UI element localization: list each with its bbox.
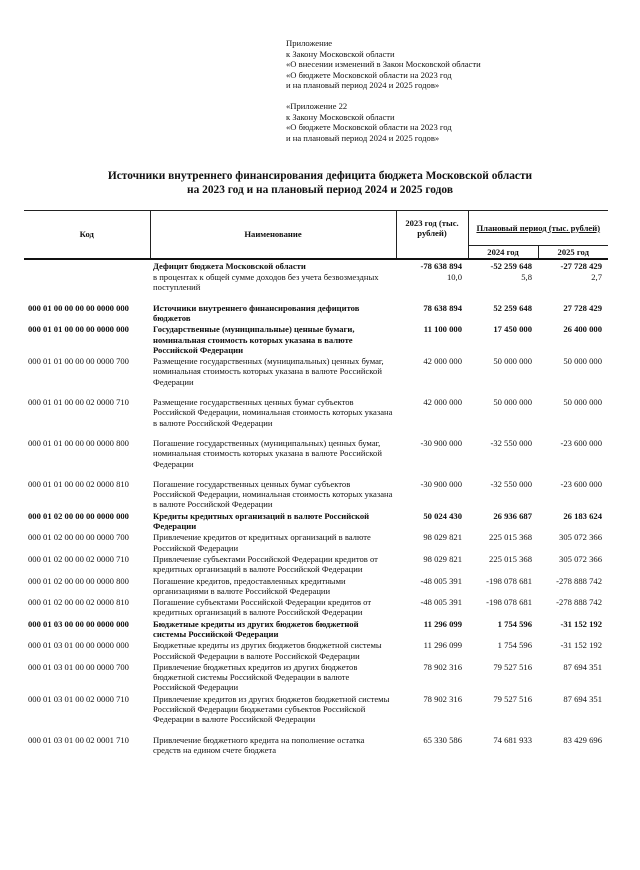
row-value-2024: 79 527 516	[493, 661, 532, 672]
annex-line: «О внесении изменений в Закон Московской области	[286, 59, 481, 70]
title-line-1: Источники внутреннего финансирования дефицита бюджета Московской области	[107, 170, 533, 182]
row-name: Привлечение бюджетных кредитов из других бюджетов бюджетной системы Российской Федерации в валюте Российской Федерации	[153, 661, 358, 693]
row-name: в процентах к общей сумме доходов без учета безвозмездных поступлений	[153, 272, 379, 293]
annex-line: к Закону Московской области	[286, 111, 395, 122]
row-value-2023: 10,0	[446, 272, 462, 283]
row-value-2023: 11 296 099	[423, 640, 462, 651]
row-value-2024: 52 259 648	[493, 302, 532, 313]
row-value-2024: 79 527 516	[493, 693, 532, 704]
header-name: Наименование	[150, 211, 396, 259]
row-name: Государственные (муниципальные) ценные бумаги, номинальная стоимость которых указана в валюте Российской Федерации	[153, 324, 355, 355]
row-value-2023: -30 900 000	[420, 437, 462, 448]
row-value-2023: 65 330 586	[423, 734, 462, 745]
row-value-2023: 98 029 821	[423, 532, 462, 543]
row-value-2023: -48 005 391	[420, 597, 462, 608]
table-row	[24, 355, 608, 396]
row-code: 000 01 01 00 00 02 0000 810	[28, 478, 129, 489]
row-value-2023: 50 024 430	[423, 510, 462, 521]
header-planned-label: Плановый период (тыс. рублей)	[476, 222, 601, 233]
row-value-2023: 11 100 000	[423, 324, 462, 335]
row-code: 000 01 03 01 00 00 0000 000	[28, 640, 129, 651]
row-name: Погашение государственных ценных бумаг субъектов Российской Федерации, номинальная стоимость которых указана в валюте Российской Федерации	[153, 478, 393, 510]
row-value-2023: 98 029 821	[423, 553, 462, 564]
table-row	[24, 596, 608, 618]
row-name: Погашение субъектами Российской Федерации кредитов от кредитных организаций в валюте Российской Федерации	[153, 597, 372, 618]
row-value-2025: -31 152 192	[560, 640, 602, 651]
row-value-2025: 87 694 351	[563, 661, 602, 672]
header-2023: 2023 год (тыс. рублей)	[396, 211, 468, 246]
row-name: Привлечение кредитов из других бюджетов бюджетной системы Российской Федерации бюджетами субъектов Российской Федерации в валюте Российской Федерации	[153, 693, 390, 725]
row-value-2023: 78 902 316	[423, 693, 462, 704]
annex-header-1	[286, 38, 536, 91]
annex-line: «Приложение 22	[286, 101, 348, 111]
row-value-2025: 27 728 429	[563, 302, 602, 313]
table-row	[24, 531, 608, 553]
row-code: 000 01 03 01 00 00 0000 700	[28, 661, 129, 672]
header-planned-period	[468, 211, 608, 246]
row-code: 000 01 01 00 00 00 0000 000	[28, 324, 129, 335]
row-code: 000 01 02 00 00 02 0000 810	[28, 597, 129, 608]
table-row	[24, 437, 608, 478]
table-row	[24, 618, 608, 640]
row-value-2023: -48 005 391	[420, 575, 462, 586]
row-code: 000 01 00 00 00 00 0000 000	[28, 302, 129, 313]
title-line-2: на 2023 год и на плановый период 2024 и 2025 годов	[187, 184, 453, 196]
row-code: 000 01 01 00 00 00 0000 700	[28, 356, 129, 367]
header-code: Код	[24, 211, 150, 259]
row-value-2025: 2,7	[591, 272, 602, 283]
row-value-2025: 50 000 000	[563, 397, 602, 408]
table-row	[24, 478, 608, 510]
row-value-2023: 11 296 099	[423, 618, 462, 629]
row-value-2025: 26 183 624	[563, 510, 602, 521]
row-value-2024: -32 550 000	[490, 478, 532, 489]
annex-line: и на плановый период 2024 и 2025 годов»	[286, 80, 440, 91]
row-value-2023: -78 638 894	[420, 260, 462, 271]
row-value-2025: -31 152 192	[560, 618, 602, 629]
row-name: Погашение государственных (муниципальных) ценных бумаг, номинальная стоимость которых указана в валюте Российской Федерации	[153, 437, 382, 469]
header-2023-spacer	[396, 245, 468, 259]
row-name: Дефицит бюджета Московской области	[153, 260, 306, 271]
row-name: Источники внутреннего финансирования дефицитов бюджетов	[153, 302, 360, 323]
table-row	[24, 259, 608, 271]
table-row	[24, 323, 608, 355]
row-name: Погашение кредитов, предоставленных кредитными организациями в валюте Российской Федерации	[153, 575, 346, 596]
row-value-2024: -52 259 648	[490, 260, 532, 271]
table-row	[24, 693, 608, 734]
row-value-2024: 50 000 000	[493, 356, 532, 367]
row-value-2024: -198 078 681	[486, 575, 532, 586]
row-value-2023: 42 000 000	[423, 397, 462, 408]
row-value-2024: 17 450 000	[493, 324, 532, 335]
row-name: Размещение государственных ценных бумаг субъектов Российской Федерации, номинальная стоимость которых указана в валюте Российской Федерации	[153, 397, 393, 428]
row-value-2025: -278 888 742	[556, 597, 602, 608]
annex-line: к Закону Московской области	[286, 48, 395, 59]
header-2024: 2024 год	[468, 245, 538, 259]
row-value-2023: 78 638 894	[423, 302, 462, 313]
row-value-2025: 26 400 000	[563, 324, 602, 335]
row-name: Бюджетные кредиты из других бюджетов бюджетной системы Российской Федерации	[153, 618, 359, 639]
row-name: Привлечение кредитов от кредитных организаций в валюте Российской Федерации	[153, 532, 371, 553]
row-value-2025: 305 072 366	[559, 553, 602, 564]
financing-sources-table	[24, 210, 608, 755]
row-code: 000 01 03 00 00 00 0000 000	[28, 618, 129, 629]
table-row	[24, 575, 608, 597]
table-row	[24, 302, 608, 324]
table-row	[24, 271, 608, 302]
document-title	[70, 169, 570, 197]
table-body	[24, 259, 608, 755]
table-row	[24, 661, 608, 693]
row-value-2024: 74 681 933	[493, 734, 532, 745]
header-2025: 2025 год	[538, 245, 608, 259]
row-value-2024: 225 015 368	[489, 553, 532, 564]
row-value-2024: 26 936 687	[493, 510, 532, 521]
row-value-2025: 50 000 000	[563, 356, 602, 367]
table-row	[24, 734, 608, 756]
row-code: 000 01 03 01 00 02 0001 710	[28, 734, 129, 745]
table-row	[24, 639, 608, 661]
row-value-2023: -30 900 000	[420, 478, 462, 489]
annex-line: и на плановый период 2024 и 2025 годов»	[286, 132, 440, 143]
annex-line: «О бюджете Московской области на 2023 год	[286, 122, 452, 133]
row-name: Кредиты кредитных организаций в валюте Российской Федерации	[153, 510, 370, 532]
row-value-2023: 78 902 316	[423, 661, 462, 672]
table-row	[24, 396, 608, 437]
row-value-2025: -23 600 000	[560, 437, 602, 448]
row-code: 000 01 03 01 00 02 0000 710	[28, 693, 129, 704]
row-value-2024: 5,8	[521, 272, 532, 283]
row-code	[24, 271, 150, 302]
row-name: Бюджетные кредиты из других бюджетов бюджетной системы Российской Федерации в валюте Российской Федерации	[153, 640, 382, 661]
row-name: Размещение государственных (муниципальных) ценных бумаг, номинальная стоимость которых указана в валюте Российской Федерации	[153, 356, 384, 387]
row-name: Привлечение бюджетного кредита на пополнение остатка средств на едином счете бюджета	[153, 734, 365, 755]
row-value-2024: 225 015 368	[489, 532, 532, 543]
row-value-2024: -198 078 681	[486, 597, 532, 608]
row-code: 000 01 02 00 00 00 0000 000	[28, 510, 129, 521]
row-code: 000 01 02 00 00 00 0000 700	[28, 532, 129, 543]
row-code	[24, 259, 150, 271]
row-name: Привлечение субъектами Российской Федерации кредитов от кредитных организаций в валюте Российской Федерации	[153, 553, 378, 575]
row-value-2025: 305 072 366	[559, 532, 602, 543]
row-value-2025: 87 694 351	[563, 693, 602, 704]
row-value-2024: 1 754 596	[497, 640, 532, 651]
row-code: 000 01 01 00 00 02 0000 710	[28, 397, 129, 408]
annex-header-2	[286, 101, 536, 143]
row-value-2025: -278 888 742	[556, 575, 602, 586]
row-code: 000 01 02 00 00 02 0000 710	[28, 553, 129, 564]
row-value-2023: 42 000 000	[423, 356, 462, 367]
row-value-2025: -27 728 429	[560, 260, 602, 271]
row-value-2025: 83 429 696	[563, 734, 602, 745]
annex-line: «О бюджете Московской области на 2023 год	[286, 69, 452, 80]
row-value-2024: 50 000 000	[493, 397, 532, 408]
row-value-2025: -23 600 000	[560, 478, 602, 489]
table-row	[24, 510, 608, 532]
row-value-2024: -32 550 000	[490, 437, 532, 448]
annex-line: Приложение	[286, 38, 333, 48]
row-value-2024: 1 754 596	[497, 618, 532, 629]
table-row	[24, 553, 608, 575]
row-code: 000 01 01 00 00 00 0000 800	[28, 437, 129, 448]
row-code: 000 01 02 00 00 00 0000 800	[28, 575, 129, 586]
